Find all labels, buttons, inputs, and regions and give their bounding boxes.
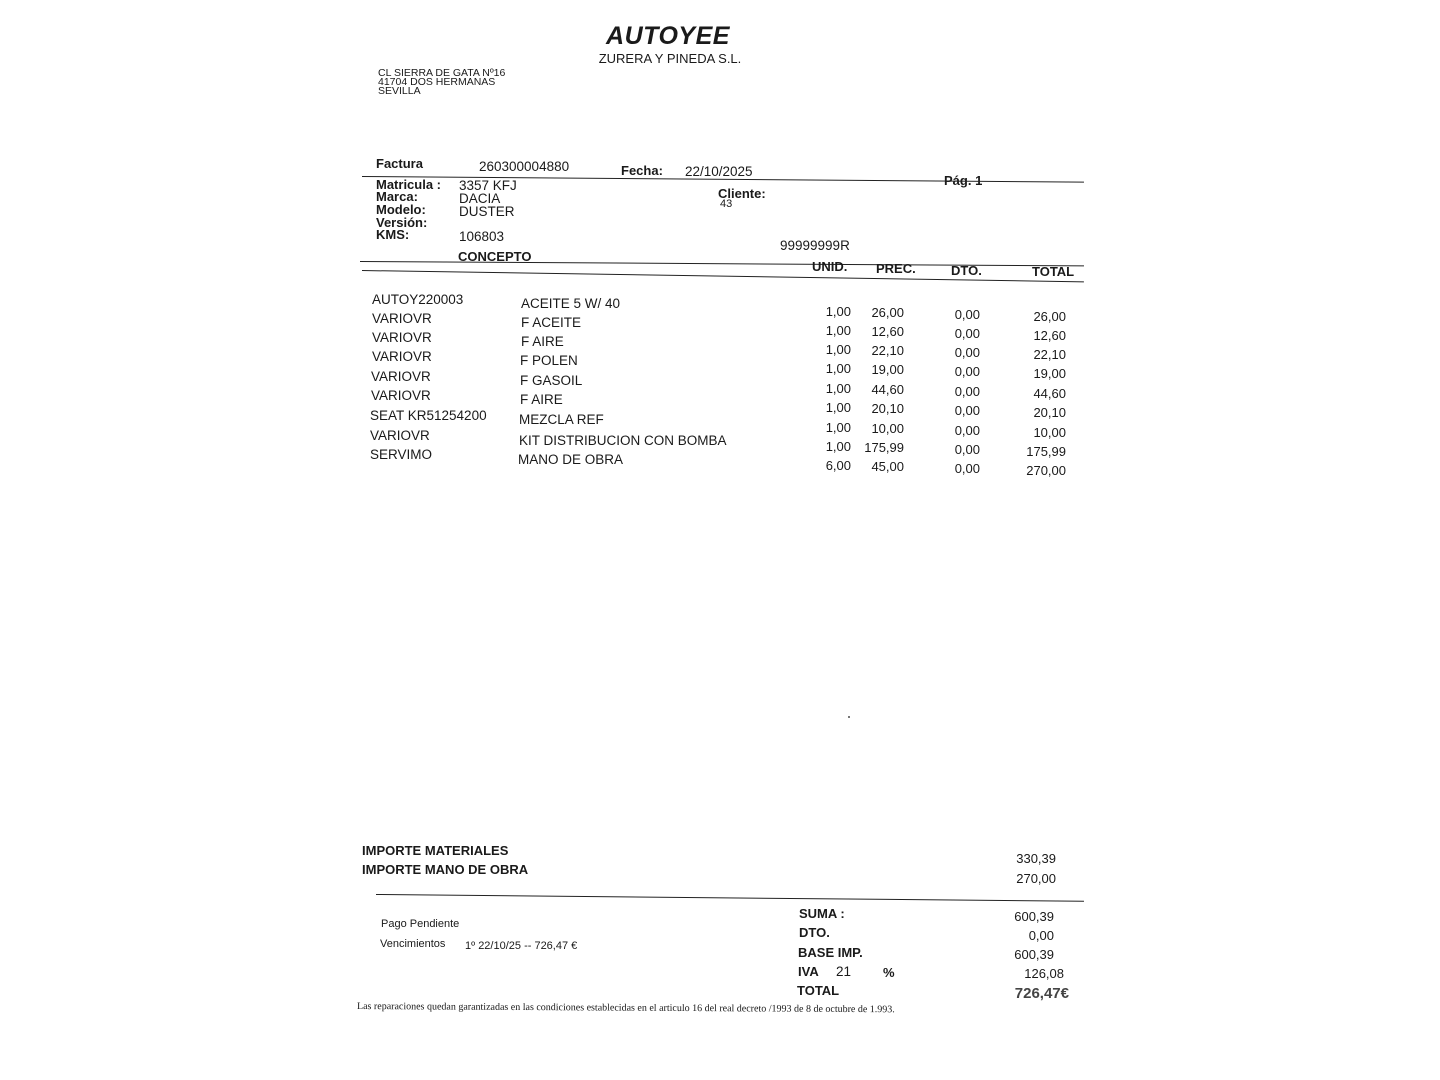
row-unid: 1,00 (825, 381, 851, 396)
row-total: 19,00 (1033, 366, 1066, 381)
company-address-line-3: SEVILLA (378, 85, 421, 97)
row-prec: 175,99 (864, 440, 904, 455)
row-total: 270,00 (1026, 463, 1066, 478)
row-code: VARIOVR (371, 369, 431, 384)
pago-pendiente: Pago Pendiente (381, 918, 460, 930)
version-label: Versión: (376, 215, 428, 230)
row-total: 175,99 (1026, 444, 1066, 459)
row-code: SEAT KR51254200 (370, 408, 487, 423)
base-imp-value: 600,39 (1014, 947, 1054, 962)
row-code: AUTOY220003 (372, 292, 464, 307)
row-dto: 0,00 (954, 403, 980, 418)
row-unid: 6,00 (825, 458, 851, 473)
row-prec: 44,60 (871, 382, 904, 397)
row-unid: 1,00 (825, 420, 851, 435)
company-address-line-1: CL SIERRA DE GATA Nº16 (378, 67, 506, 79)
suma-label: SUMA : (799, 906, 845, 921)
row-prec: 26,00 (871, 305, 904, 320)
base-imp-label: BASE IMP. (798, 945, 863, 960)
fecha-label: Fecha: (621, 163, 663, 178)
kms-label: KMS: (376, 227, 410, 242)
factura-number: 260300004880 (479, 159, 570, 174)
row-unid: 1,00 (825, 400, 851, 415)
row-description: ACEITE 5 W/ 40 (521, 296, 621, 311)
row-code: VARIOVR (372, 330, 432, 345)
row-unid: 1,00 (825, 439, 851, 454)
modelo-value: DUSTER (459, 204, 515, 219)
row-dto: 0,00 (954, 423, 980, 438)
row-total: 22,10 (1033, 347, 1066, 362)
row-prec: 22,10 (871, 343, 904, 358)
matricula-value: 3357 KFJ (459, 178, 517, 193)
cliente-number: 43 (720, 198, 733, 210)
row-dto: 0,00 (954, 384, 980, 399)
prec-header: PREC. (876, 261, 916, 276)
vencimientos-label: Vencimientos (380, 938, 446, 950)
row-description: MEZCLA REF (519, 412, 604, 427)
dto-value: 0,00 (1028, 928, 1054, 943)
cliente-nif: 99999999R (780, 238, 850, 253)
row-dto: 0,00 (954, 345, 980, 360)
row-unid: 1,00 (825, 342, 851, 357)
importe-mano-obra-value: 270,00 (1016, 871, 1056, 886)
company-address-line-2: 41704 DOS HERMANAS (378, 76, 496, 88)
suma-value: 600,39 (1014, 909, 1054, 924)
row-total: 44,60 (1033, 386, 1066, 401)
row-unid: 1,00 (825, 361, 851, 376)
row-description: MANO DE OBRA (518, 452, 624, 467)
row-dto: 0,00 (954, 442, 980, 457)
row-description: KIT DISTRIBUCION CON BOMBA (519, 433, 727, 448)
row-dto: 0,00 (954, 364, 980, 379)
row-code: VARIOVR (372, 311, 432, 326)
cliente-label: Cliente: (718, 186, 766, 201)
row-dto: 0,00 (954, 461, 980, 476)
row-code: SERVIMO (370, 447, 433, 462)
iva-label: IVA (798, 964, 819, 979)
importe-mano-obra-label: IMPORTE MANO DE OBRA (362, 862, 529, 877)
summary-divider (376, 894, 1084, 902)
matricula-label: Matricula : (376, 177, 442, 192)
company-brand: AUTOYEE (606, 22, 730, 50)
row-unid: 1,00 (825, 323, 851, 338)
marca-label: Marca: (376, 189, 418, 204)
dto-header: DTO. (951, 263, 982, 278)
factura-label: Factura (376, 156, 423, 171)
unid-header: UNID. (812, 259, 848, 274)
row-description: F AIRE (521, 334, 564, 349)
row-prec: 12,60 (871, 324, 904, 339)
row-prec: 20,10 (871, 401, 904, 416)
marca-value: DACIA (459, 191, 501, 206)
iva-percent-sign: % (883, 965, 895, 980)
scan-speck (848, 716, 850, 718)
importe-materiales-value: 330,39 (1016, 851, 1056, 866)
row-description: F POLEN (520, 353, 578, 368)
concepto-header: CONCEPTO (458, 249, 532, 264)
total-label: TOTAL (797, 983, 840, 998)
row-total: 12,60 (1033, 328, 1066, 343)
total-value: 726,47€ (1014, 985, 1069, 1002)
row-code: VARIOVR (372, 349, 432, 364)
fecha-value: 22/10/2025 (685, 164, 753, 179)
modelo-label: Modelo: (376, 202, 426, 217)
dto-label: DTO. (799, 925, 830, 940)
row-dto: 0,00 (954, 326, 980, 341)
row-description: F AIRE (520, 392, 563, 407)
row-unid: 1,00 (825, 304, 851, 319)
row-total: 10,00 (1033, 425, 1066, 440)
iva-rate: 21 (836, 964, 852, 979)
total-header: TOTAL (1032, 264, 1075, 279)
importe-materiales-label: IMPORTE MATERIALES (362, 843, 509, 858)
row-description: F ACEITE (521, 315, 582, 330)
row-prec: 10,00 (871, 421, 904, 436)
kms-value: 106803 (459, 229, 505, 244)
row-prec: 45,00 (871, 459, 904, 474)
guarantee-footer: Las reparaciones quedan garantizadas en las condiciones establecidas en el articulo 16 del real decreto /1993 de 8 de octubre de 1.993. (356, 1001, 895, 1016)
company-name: ZURERA Y PINEDA S.L. (598, 51, 742, 66)
row-code: VARIOVR (370, 428, 430, 443)
row-total: 20,10 (1033, 405, 1066, 420)
vencimientos-value: 1º 22/10/25 -- 726,47 € (465, 940, 578, 952)
row-dto: 0,00 (954, 307, 980, 322)
row-prec: 19,00 (871, 362, 904, 377)
row-code: VARIOVR (371, 388, 431, 403)
iva-value: 126,08 (1024, 966, 1064, 981)
row-description: F GASOIL (520, 373, 583, 388)
row-total: 26,00 (1033, 309, 1066, 324)
